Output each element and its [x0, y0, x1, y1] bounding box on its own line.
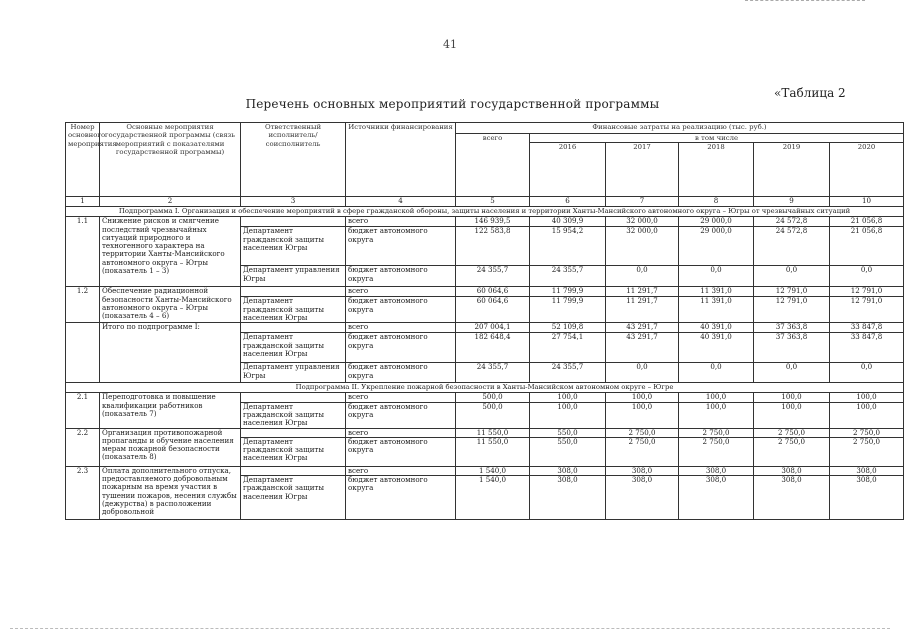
- row-number: 1.2: [66, 287, 100, 323]
- value-cell: 100,0: [606, 393, 679, 402]
- value-cell: 100,0: [830, 393, 904, 402]
- activity-text: Переподготовка и повышение квалификации работников (показатель 7): [100, 393, 241, 428]
- value-cell: 100,0: [530, 393, 606, 402]
- value-cell: 33 847,8: [830, 333, 904, 363]
- value-cell: 100,0: [830, 402, 904, 428]
- value-cell: 37 363,8: [754, 333, 830, 363]
- value-cell: 0,0: [679, 363, 754, 383]
- column-number: 7: [606, 197, 679, 207]
- value-cell: 1 540,0: [456, 466, 530, 475]
- source-total: всего: [346, 428, 456, 437]
- value-cell: 11 391,0: [679, 287, 754, 297]
- value-cell: 60 064,6: [456, 297, 530, 323]
- header-finance: Финансовые затраты на реализацию (тыс. руб.): [456, 123, 904, 134]
- value-cell: 24 355,7: [530, 266, 606, 287]
- value-cell: 2 750,0: [830, 428, 904, 437]
- value-cell: 2 750,0: [606, 428, 679, 437]
- activity-text: Оплата дополнительного отпуска, предоставляемого добровольным пожарным на время участия в тушении пожаров, несения службы (дежурства) в расположении добровольной: [100, 466, 241, 519]
- header-including: в том числе: [530, 134, 904, 143]
- value-cell: 33 847,8: [830, 323, 904, 333]
- value-cell: 29 000,0: [679, 227, 754, 266]
- value-cell: 0,0: [754, 363, 830, 383]
- subprogram-heading: Подпрограмма II. Укрепление пожарной безопасности в Ханты-Мансийском автономном округе – Югре: [66, 383, 904, 393]
- value-cell: 100,0: [606, 402, 679, 428]
- row-number: 1.1: [66, 217, 100, 287]
- value-cell: 11 550,0: [456, 428, 530, 437]
- value-cell: 40 309,9: [530, 217, 606, 227]
- source-cell: бюджет автономного округа: [346, 402, 456, 428]
- value-cell: 37 363,8: [754, 323, 830, 333]
- value-cell: 500,0: [456, 402, 530, 428]
- top-edge-mark: [745, 0, 865, 2]
- column-number: 3: [241, 197, 346, 207]
- value-cell: 60 064,6: [456, 287, 530, 297]
- row-number: 2.2: [66, 428, 100, 466]
- value-cell: 0,0: [830, 363, 904, 383]
- value-cell: 308,0: [830, 476, 904, 520]
- column-number: 4: [346, 197, 456, 207]
- value-cell: 24 355,7: [456, 363, 530, 383]
- value-cell: 308,0: [530, 476, 606, 520]
- source-total: всего: [346, 323, 456, 333]
- value-cell: 11 391,0: [679, 297, 754, 323]
- value-cell: 11 291,7: [606, 297, 679, 323]
- value-cell: 146 939,5: [456, 217, 530, 227]
- value-cell: 2 750,0: [679, 428, 754, 437]
- executor-cell: Департамент управления Югры: [241, 363, 346, 383]
- header-year: 2017: [606, 143, 679, 197]
- value-cell: 182 648,4: [456, 333, 530, 363]
- value-cell: 122 583,8: [456, 227, 530, 266]
- value-cell: 43 291,7: [606, 333, 679, 363]
- value-cell: 11 799,9: [530, 297, 606, 323]
- activity-text: Организация противопожарной пропаганды и обучение населения мерам пожарной безопасности (показатель 8): [100, 428, 241, 466]
- value-cell: 207 004,1: [456, 323, 530, 333]
- row-number: 2.1: [66, 393, 100, 428]
- value-cell: 21 056,8: [830, 227, 904, 266]
- value-cell: 27 754,1: [530, 333, 606, 363]
- subtotal-label: Итого по подпрограмме I:: [100, 323, 241, 383]
- activity-text: Снижение рисков и смягчение последствий чрезвычайных ситуаций природного и техногенного характера на территории Ханты-Мансийского автономного округа – Югры (показатель 1 – 3): [100, 217, 241, 287]
- source-total: всего: [346, 393, 456, 402]
- value-cell: 11 799,9: [530, 287, 606, 297]
- value-cell: 40 391,0: [679, 323, 754, 333]
- value-cell: 43 291,7: [606, 323, 679, 333]
- executor-cell: Департамент гражданской защиты населения Югры: [241, 437, 346, 466]
- document-title: Перечень основных мероприятий государственной программы: [245, 97, 660, 111]
- source-total: всего: [346, 217, 456, 227]
- value-cell: 0,0: [679, 266, 754, 287]
- value-cell: 11 291,7: [606, 287, 679, 297]
- value-cell: 2 750,0: [679, 437, 754, 466]
- value-cell: 21 056,8: [830, 217, 904, 227]
- value-cell: 2 750,0: [830, 437, 904, 466]
- column-number: 10: [830, 197, 904, 207]
- row-number: 2.3: [66, 466, 100, 519]
- value-cell: 100,0: [679, 402, 754, 428]
- header-source: Источники финансирования: [346, 123, 456, 197]
- value-cell: 29 000,0: [679, 217, 754, 227]
- value-cell: 308,0: [754, 466, 830, 475]
- column-number: 8: [679, 197, 754, 207]
- header-num: Номер основного мероприятия: [66, 123, 100, 197]
- activity-text: Обеспечение радиационной безопасности Ханты-Мансийского автономного округа – Югры (показатель 4 – 6): [100, 287, 241, 323]
- executor-cell: Департамент гражданской защиты населения Югры: [241, 227, 346, 266]
- value-cell: 2 750,0: [754, 437, 830, 466]
- column-number: 2: [100, 197, 241, 207]
- value-cell: 308,0: [679, 476, 754, 520]
- header-year: 2019: [754, 143, 830, 197]
- source-cell: бюджет автономного округа: [346, 333, 456, 363]
- source-cell: бюджет автономного округа: [346, 297, 456, 323]
- value-cell: 11 550,0: [456, 437, 530, 466]
- value-cell: 15 954,2: [530, 227, 606, 266]
- table-label: «Таблица 2: [774, 86, 846, 100]
- value-cell: 24 355,7: [456, 266, 530, 287]
- value-cell: 24 572,8: [754, 217, 830, 227]
- source-total: всего: [346, 466, 456, 475]
- value-cell: 0,0: [754, 266, 830, 287]
- value-cell: 0,0: [606, 363, 679, 383]
- source-cell: бюджет автономного округа: [346, 437, 456, 466]
- value-cell: 24 355,7: [530, 363, 606, 383]
- executor-cell: Департамент гражданской защиты населения Югры: [241, 402, 346, 428]
- column-number: 1: [66, 197, 100, 207]
- value-cell: 2 750,0: [606, 437, 679, 466]
- value-cell: 308,0: [606, 466, 679, 475]
- value-cell: 550,0: [530, 428, 606, 437]
- header-total: всего: [456, 134, 530, 197]
- value-cell: 308,0: [830, 466, 904, 475]
- value-cell: 32 000,0: [606, 227, 679, 266]
- value-cell: 100,0: [754, 393, 830, 402]
- value-cell: 100,0: [679, 393, 754, 402]
- value-cell: 24 572,8: [754, 227, 830, 266]
- program-activities-table: [65, 122, 904, 520]
- executor-cell: Департамент управления Югры: [241, 266, 346, 287]
- value-cell: 500,0: [456, 393, 530, 402]
- header-year: 2020: [830, 143, 904, 197]
- executor-cell: Департамент гражданской защиты населения Югры: [241, 333, 346, 363]
- value-cell: 2 750,0: [754, 428, 830, 437]
- value-cell: 0,0: [606, 266, 679, 287]
- header-year: 2016: [530, 143, 606, 197]
- header-year: 2018: [679, 143, 754, 197]
- value-cell: 12 791,0: [830, 287, 904, 297]
- source-cell: бюджет автономного округа: [346, 266, 456, 287]
- value-cell: 100,0: [530, 402, 606, 428]
- executor-cell: Департамент гражданской защиты населения Югры: [241, 297, 346, 323]
- value-cell: 308,0: [606, 476, 679, 520]
- source-cell: бюджет автономного округа: [346, 476, 456, 520]
- header-activity: Основные мероприятия государственной программы (связь мероприятий с показателями государственной программы): [100, 123, 241, 197]
- executor-cell: Департамент гражданской защиты населения Югры: [241, 476, 346, 520]
- source-cell: бюджет автономного округа: [346, 227, 456, 266]
- page-number: 41: [443, 38, 457, 51]
- value-cell: 1 540,0: [456, 476, 530, 520]
- column-number: 6: [530, 197, 606, 207]
- value-cell: 308,0: [754, 476, 830, 520]
- column-number: 5: [456, 197, 530, 207]
- value-cell: 12 791,0: [830, 297, 904, 323]
- value-cell: 308,0: [530, 466, 606, 475]
- value-cell: 100,0: [754, 402, 830, 428]
- value-cell: 12 791,0: [754, 297, 830, 323]
- value-cell: 308,0: [679, 466, 754, 475]
- source-total: всего: [346, 287, 456, 297]
- scan-edge-mark: [10, 628, 890, 629]
- subprogram-heading: Подпрограмма I. Организация и обеспечение мероприятий в сфере гражданской обороны, защиты населения и территории Ханты-Мансийского автономного округа – Югры от чрезвычайных ситуаций: [66, 207, 904, 217]
- header-executor: Ответственный исполнитель/соисполнитель: [241, 123, 346, 197]
- value-cell: 12 791,0: [754, 287, 830, 297]
- value-cell: 550,0: [530, 437, 606, 466]
- column-number: 9: [754, 197, 830, 207]
- value-cell: 32 000,0: [606, 217, 679, 227]
- source-cell: бюджет автономного округа: [346, 363, 456, 383]
- value-cell: 0,0: [830, 266, 904, 287]
- value-cell: 52 109,8: [530, 323, 606, 333]
- value-cell: 40 391,0: [679, 333, 754, 363]
